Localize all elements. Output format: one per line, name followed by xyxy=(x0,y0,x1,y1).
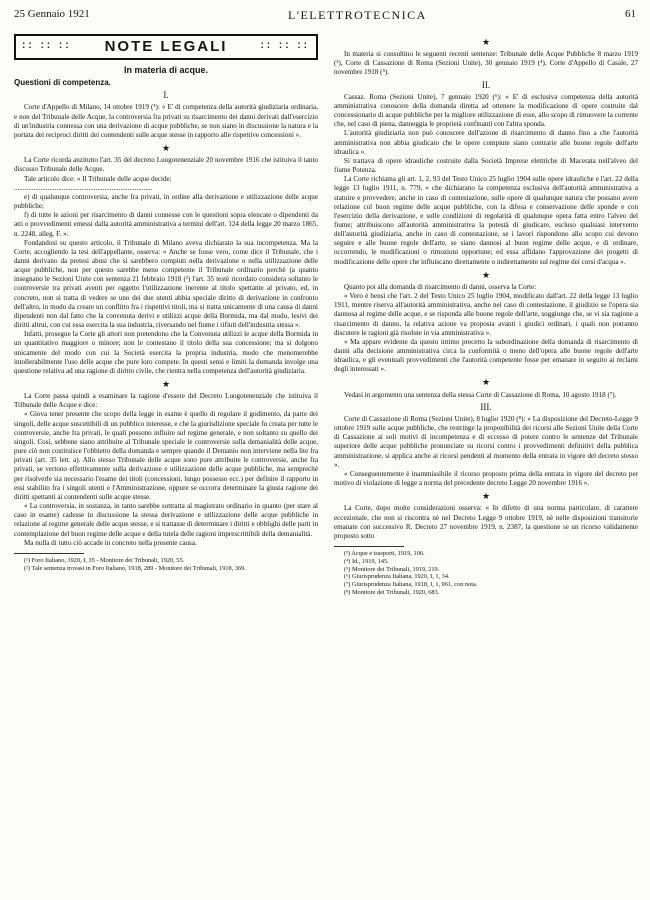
paragraph-r9: Vedasi in argomento una sentenza della stessa Corte di Cassazione di Roma, 10 agosto 1918 (⁷). xyxy=(344,390,617,399)
separator-star: ★ xyxy=(481,377,491,388)
banner-ornament-right: :: :: :: xyxy=(260,40,310,51)
paragraph-l2: La Corte ricorda anzitutto l'art. 35 del decreto Luogotenenziale 20 novembre 1916 che istituiva il tanto discusso Tribunale delle Acque. xyxy=(14,156,318,174)
right-column xyxy=(334,34,638,896)
footnote-4: (⁴) Id., 1919, 145. xyxy=(344,557,389,565)
footnote-1: (¹) Foro Italiano, 1920, I, 35 - Monitore dei Tribunali, 1920, 55. xyxy=(24,556,185,564)
footnote-3: (³) Acque e trasporti, 1919, 106. xyxy=(344,549,425,557)
footnote-8: (⁸) Monitore dei Tribunali, 1920, 683. xyxy=(344,588,440,596)
subsection-title: Questioni di competenza. xyxy=(14,78,111,88)
paragraph-l4: e) di qualunque controversia, anche fra privati, in ordine alla derivazione e utilizzazione delle acque pubbliche; xyxy=(14,192,318,211)
roman-heading-2: II. xyxy=(481,79,491,90)
footnote-rule xyxy=(14,553,84,554)
paragraph-r6: Quanto poi alla domanda di risarcimento di danni, osserva la Corte: xyxy=(344,282,537,291)
banner-ornament-left: :: :: :: xyxy=(22,40,72,51)
footnote-rule xyxy=(334,546,404,547)
section-banner xyxy=(14,34,318,60)
footnote-6: (⁶) Giurisprudenza Italiana, 1920, I, 1, 34. xyxy=(344,573,450,581)
paragraph-r2: Cassaz. Roma (Sezioni Unite), 7 gennaio 1920 (⁶): « E' di esclusiva competenza della autorità amministrativa conoscere della domanda diretta ad ottenere la modificazione di opere costruite dal concessionario di acque pubbliche per la migliore utilizzazione di esse, allo scopo di rimuovere la corrente che, nel caso di piena, danneggia le proprietà confinanti con l'altra sponda. xyxy=(334,92,638,129)
paragraph-r12: La Corte, dopo molte considerazioni osserva: « In difetto di una norma particolare, di carattere eccezionale, che non si riscontra nè nel Decreto Legge 9 ottobre 1919, nè nelle disposizioni transitorie emanate con successivo R. Decreto 27 novembre 1919, n. 2387, la questione se un ricorso validamente proposto sotto xyxy=(334,504,638,540)
section-title: In materia di acque. xyxy=(123,65,209,75)
left-column xyxy=(14,34,318,896)
paragraph-r7: « Vero è bensì che l'art. 2 del Testo Unico 25 luglio 1904, modificato dall'art. 22 della legge 13 luglio 1911, mentre riserva all'autorità amministrativa, anche nel caso di contestazione, il giudizio se l'opera sia dannosa al regime delle acque, e se risponda alle buone regole dell'arte, soggiunge che, se vi sia ragione a risarcimento di danno, la relativa azione va proposta avanti i giudici ordinari, i quali non potranno discutere le ragioni già risolute in via amministrativa ». xyxy=(334,292,638,337)
paragraph-l1: Corte d'Appello di Milano, 14 ottobre 1919 (¹): « E' di competenza della autorità giudiziaria ordinaria, e non del Tribunale delle Acque, la controversia fra privati su risarcimento dei danni derivati dall'esercizio di un'industria connessa con una derivazione di acque pubbliche, se non siano in discussione la natura e la portata dei reciproci diritti dei contendenti sulle acque stesse in rapporto alle rispettive concessioni ». xyxy=(14,103,318,139)
paragraph-r11: « Conseguentemente è inammissibile il ricorso proposto prima della entrata in vigore del decreto per motivo di violazione di legge a norma del precedente decreto Legge 20 novembre 1916 ». xyxy=(334,469,638,488)
paragraph-l9: « Giova tener presente che scopo della legge in esame è quello di regolare il godimento, da parte dei singoli, delle acque suscettibili di un pubblico interesse, e che la giurisdizione speciale fu creata per tutte le controversie, anche fra privati, le quali possono influire sul regime generale, e non soltanto su quello dei singoli. Così, sebbene siano attribuite al Tribunale speciale le controversie sulla demanialità delle acque, pure ciò non costituisce l'obbietto della domanda e sempre quando il Demanio non interviene nella lite fra privati (art. 35 lett. a). Allo stesso Tribunale delle acque sono pure attribuite le controversie, anche fra privati, se vertono effettivamente sulla derivazione e utilizzazione delle acque pubbliche, ma semprechè per risolverle sia necessario l'esame dei titoli (concessioni, lungo possesso ecc.) per definire il rapporto in essi stabilito fra i singoli utenti e l'Amministrazione, oppure se occorra determinare la giusta ragione dei diritti spettanti ai contendenti sulle acque stesse. xyxy=(14,410,318,501)
separator-star: ★ xyxy=(481,37,491,47)
paragraph-l3: Tale articolo dice: « Il Tribunale delle acque decide: xyxy=(24,174,172,183)
paragraph-r10: Corte di Cassazione di Roma (Sezioni Unite), 8 luglio 1920 (⁸): « La disposizione del Decreto-Legge 9 ottobre 1919 sulle acque pubbliche, che restringe la proponibilità dei ricorsi alle Sezioni Unite della Corte di Cassazione ai soli motivi di incompetenza e di eccesso di potere contro le sentenze del Tribunale superiore delle acque pubbliche pronunciate su ricorsi contro i provvedimenti definitivi della pubblica amministrazione, si applica anche ai ricorsi pendenti al momento della entrata in vigore del decreto stesso ». xyxy=(334,414,638,469)
separator-star: ★ xyxy=(481,269,491,280)
paragraph-l10: « La controversia, in sostanza, in tanto sarebbe sottratta al magistrato ordinario in quanto (per stare al caso in esame) cadesse in discussione la stessa derivazione e utilizzazione delle acque pubbliche in relazione al regime generale delle acque stesse, e si trattasse di determinare i diritti e obblighi delle parti in contemplazione del buon regime delle acque e della tutela delle ragioni imprescrittibili della demanialità. xyxy=(14,502,318,538)
footnote-2: (²) Tale sentenza trovasi in Foro Italiano, 1918, 289 - Monitore dei Tribunali, 1918, 369. xyxy=(24,564,246,572)
footnote-7: (⁷) Giurisprudenza Italiana, 1918, I, 1, 961, con nota. xyxy=(344,581,478,589)
banner-title: NOTE LEGALI xyxy=(104,38,228,56)
paragraph-r4: Si trattava di opere idrauliche costruite dalla Società Imprese elettriche di Macerata nell'alveo del fiume Potenza. xyxy=(334,156,638,175)
running-header xyxy=(14,8,636,26)
paragraph-r8: « Ma appare evidente da questo intimo precetto la subordinazione della domanda di risarcimento di danni alla decisione amministrativa circa la conformità o meno dell'opera alle buone regole dell'arte idraulica, e gli eventuali provvedimenti che l'autorità competente fosse per emanare in seguito ai reclami degli interessati ». xyxy=(334,337,638,374)
paragraph-l6: Fondandosi su questo articolo, il Tribunale di Milano aveva dichiarato la sua incompetenza. Ma la Corte, accogliendo la tesi dell'appellante, osserva: « Anche se fosse vero, come dice il Tribunale, che i danni derivano da pretesi abusi che si sarebbero compiuti nella derivazione o nella utilizzazione delle acque pubbliche, non per questo sarebbe meno competente il Tribunale ordinario perchè (a quanto insegnano le Sezioni Unite con sentenza 21 febbraio 1918 (²) l'art. 35 testè ricordato considera soltanto le controversie tra privati aventi per oggetto l'utilizzazione inerente al titolo spettante al privato, ed, in concreto, non si tratta di vedere se uno dei due utenti abbia speciale diritto di derivazione in confronto dell'altro, in modo da creare un conflitto fra i rispettivi titoli, ma si tratta unicamente di una causa di danni dipendenti non dal fatto che la convenuta derivi e utilizzi acque della Bormida, ma dal modo, lesivi dei diritti altrui, con cui essa esercita la sua industria, riversando nel fiume i rifiuti dell'industria stessa ». xyxy=(14,238,318,330)
separator-star: ★ xyxy=(481,491,491,502)
paragraph-r3: L'autorità giudiziaria non può conoscere dell'azione di risarcimento di danno fino a che l'autorità amministrativa non abbia giudicato che le opere compiute siano contrarie alle buone regole dell'arte idraulica ». xyxy=(334,129,638,156)
footnote-5: (⁵) Monitore dei Tribunali, 1919, 219. xyxy=(344,565,440,573)
separator-star: ★ xyxy=(161,143,171,154)
roman-heading-3: III. xyxy=(480,401,492,412)
paragraph-r1: In materia si consultino le seguenti recenti sentenze: Tribunale delle Acque Pubbliche 8 marzo 1919 (³), Corte di Cassazione di Roma (Sezioni Unite), 30 gennaio 1919 (⁴), Corte d'Appello di Casale, 27 novembre 1918 (⁵). xyxy=(334,50,638,77)
roman-heading-1: I. xyxy=(163,90,169,101)
ellipsis-line: .............................................................................. xyxy=(14,183,153,192)
header-date: 25 Gennaio 1921 xyxy=(14,8,90,20)
paragraph-l7: Infatti, prosegue la Corte gli attori non pretendono che la Convenuta utilizzi le acque della Bormida in un quantitativo maggiore o minore; non le contestano il titolo della sua concessione; ma si dolgono unicamente del modo con cui la Società esercita la propria industria, modo che menomerebbe intollerabilmente l'uso delle acque che pure loro compete. In questi sensi e limiti la domanda involge una questione relativa ad una ragione di diritto civile, che rientra nella competenza dell'autorità giudiziaria. xyxy=(14,330,318,375)
paragraph-r5: La Corte richiama gli art. 1, 2, 93 del Testo Unico 25 luglio 1904 sulle opere idrauliche e l'art. 22 della legge 13 luglio 1911, n. 779, « che dichiarano la competenza esclusiva dell'autorità amministrativa a statuire e provvedere, anche in caso di contestazione, sulle opere di qualunque natura che possano avere relazione col buon regime delle acque pubbliche, con la difesa e conservazione delle sponde e con l'esercizio della derivazione, e sulle condizioni di regolarità di qualunque opera fatta entro l'alveo del fiume; attribuiscono all'autorità amministrativa la potestà di giudicare, escluso qualsiasi intervento dell'autorità giudiziaria, anche in caso di contestazione, se i lavori rispondono allo scopo cui devono seguire e alle buone regole dell'arte, se siano dannosi al buon regime delle acque, e di ordinare, occorrendo, le modificazioni o rimozioni opportune; ed essa affidano l'approvazione dei progetti di modificazione delle opere che influiscano direttamente o indirettamente sul regime dei corsi d'acqua ». xyxy=(334,175,638,266)
paragraph-l11: Ma nulla di tutto ciò accade in concreto nella presente causa. xyxy=(24,538,197,547)
page-number: 61 xyxy=(624,8,636,20)
paragraph-l5: f) di tutte le azioni per risarcimento di danni connesse con le questioni sopra elencate o dipendenti da atti o provvedimenti emessi dalla autorità amministrativa a termini dell'art. 124 della legge 20 marzo 1865, n. 2248, alleg. F. ». xyxy=(14,211,318,238)
separator-star: ★ xyxy=(161,379,171,389)
paragraph-l8: La Corte passa quindi a esaminare la ragione d'essere del Decreto Luogotenenziale che istituiva il Tribunale delle Acque e dice: xyxy=(14,392,318,410)
journal-title: L'ELETTROTECNICA xyxy=(287,8,427,22)
